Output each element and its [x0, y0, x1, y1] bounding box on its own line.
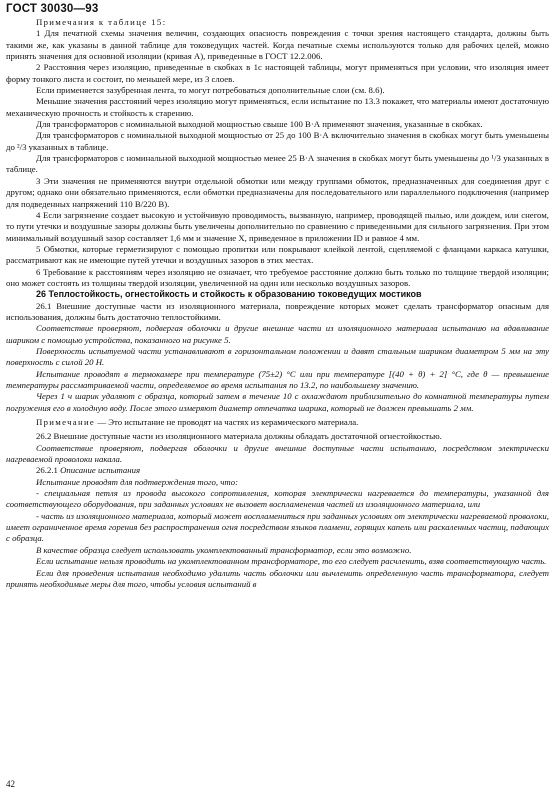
note-line [6, 417, 549, 428]
test-paragraph: Поверхность испытуемой части устанавливают в горизонтальном положении и давят стальным шариком диаметром 5 мм на эту поверхность с силой 20 Н. [6, 345, 549, 368]
test-paragraph: В качестве образца следует использовать укомплектованный трансформатор, если это возможно. [36, 544, 412, 555]
page-number: 42 [6, 779, 15, 789]
note-paragraph: 6 Требование к расстояниям через изоляцию не означает, что требуемое расстояние должно быть только по толщине твердой изоляции; оно может состоять из толщины твердой изоляции, увеличенной на один или несколько воздушных зазоров. [6, 266, 549, 288]
test-paragraph: Испытание проводят в термокамере при температуре (75±2) °С или при температуре [(40 + θ) + 2] °С, где θ — превышение температуры рассматриваемой части, определяемое во время испытания по 13.2, по наибольшему значению. [6, 368, 549, 390]
list-item: - часть из изоляционного материала, который может воспламениться при заданных условиях от электрически нагреваемой проволоки, имеет ограниченное время горения без распространения огня посредством языков пламени, горящих капель или раскаленных частиц, падающих с образца. [6, 510, 549, 544]
section-heading: 26 Теплостойкость, огнестойкость и стойкость к образованию токоведущих мостиков [36, 289, 422, 300]
clause-number: 26.2.1 [36, 465, 61, 476]
test-paragraph: Если для проведения испытания необходимо удалить часть оболочки или вычленить определенную часть трансформатора, следует принять необходимые меры для того, чтобы условия испытаний в [6, 567, 549, 589]
note-word: Примечание [36, 417, 96, 428]
clause-title: Описание испытания [60, 465, 141, 476]
note-paragraph: 1 Для печатной схемы значения величин, создающих опасность повреждения с точки зрения настоящего стандарта, должны быть такими же, как указаны в данной таблице для токоведущих частей. Когда печатные схемы используются только для рабочих целей, можно принять значения для основной изоляции (кривая А), приведенные в ГОСТ 12.2.006. [6, 28, 549, 62]
note-paragraph: Если применяется зазубренная лента, то могут потребоваться дополнительные слои (см. 8.6). [36, 85, 385, 96]
clause-26-1: 26.1 Внешние доступные части из изоляционного материала, повреждение которых может сделать трансформатор опасным для использования, должны быть достаточно теплостойкими. [6, 300, 549, 322]
note-paragraph: 4 Если загрязнение создает высокую и устойчивую проводимость, вызванную, например, проводящей пылью, или дождем, или снегом, то пути утечки и воздушные зазоры должны быть увеличены дополнительно по сравнению с приведенными для сильного загрязнения. При этом минимальный воздушный зазор составляет 1,6 мм и значение X, приведенное в приложении ID и равное 4 мм. [6, 209, 549, 243]
test-paragraph: Если испытание нельзя проводить на укомплектованном трансформаторе, то его следует расчленить, взяв соответствующую часть. [36, 556, 547, 567]
notes-title [6, 17, 549, 28]
test-paragraph: Через 1 ч шарик удаляют с образца, который затем в течение 10 с охлаждают приблизительно до комнатной температуры путем погружения его в холодную воду. После этого измеряют диаметр отпечатка шарика, который не должен превышать 2 мм. [6, 391, 549, 413]
document-header: ГОСТ 30030—93 [6, 3, 99, 15]
note-paragraph: Для трансформаторов с номинальной выходной мощностью менее 25 В·А значения в скобках могут быть уменьшены до ¹/3 указанных в таблице. [6, 153, 549, 175]
notes-title-rest: к таблице 15: [95, 17, 167, 27]
page-body [6, 17, 549, 590]
note-paragraph: Меньшие значения расстояний через изоляцию могут применяться, если испытание по 13.3 покажет, что материалы имеют достаточную механическую прочность и стойкость к старению. [6, 96, 549, 118]
list-item: - специальная петля из провода высокого сопротивления, которая электрически нагревается до температуры, указанной для соответствующего оборудования, при заданных условиях не вызовет воспламенения частей из изоляционного материала, или [6, 488, 549, 510]
note-paragraph: 3 Эти значения не применяются внутри отдельной обмотки или между группами обмоток, предназначенных для соединения друг с другом; однако они обязательно применяются, если обмотки предназначены для последовательного или параллельного подключения (например для подведенных напряжений 110 В/220 В). [6, 175, 549, 209]
clause-26-2-1 [6, 465, 549, 476]
compliance-paragraph: Соответствие проверяют, подвергая оболочки и другие внешние доступные части испытанию, посредством электрически нагреваемой проволоки накала. [6, 442, 549, 465]
note-paragraph: Для трансформаторов с номинальной выходной мощностью от 25 до 100 В·А включительно значения в скобках могут быть уменьшены до ²/3 указанных в таблице. [6, 130, 549, 152]
note-paragraph: Для трансформаторов с номинальной выходной мощностью свыше 100 В·А применяют значения, указанные в скобках. [36, 119, 483, 130]
compliance-paragraph: Соответствие проверяют, подвергая оболочки и другие внешние части из изоляционного материала испытанию на вдавливание шариком с помощью устройства, показанного на рисунке 5. [6, 323, 549, 345]
notes-title-word: Примечания [36, 17, 96, 27]
note-text: — Это испытание не проводят на частях из керамического материала. [95, 417, 359, 428]
note-paragraph: 2 Расстояния через изоляцию, приведенные в скобках в 1с настоящей таблицы, могут применяться при условии, что изоляция имеет форму тонкого листа и состоит, по меньшей мере, из 3 слоев. [6, 62, 549, 84]
clause-26-2: 26.2 Внешние доступные части из изоляционного материала должны обладать достаточной огнестойкостью. [36, 431, 442, 442]
test-paragraph: Испытание проводят для подтверждения того, что: [36, 476, 239, 487]
note-paragraph: 5 Обмотки, которые герметизируют с помощью пропитки или покрывают клейкой лентой, сцепляемой с фланцами каркаса катушки, рассматривают как не имеющие путей утечки и воздушных зазоров в этих местах. [6, 243, 549, 266]
